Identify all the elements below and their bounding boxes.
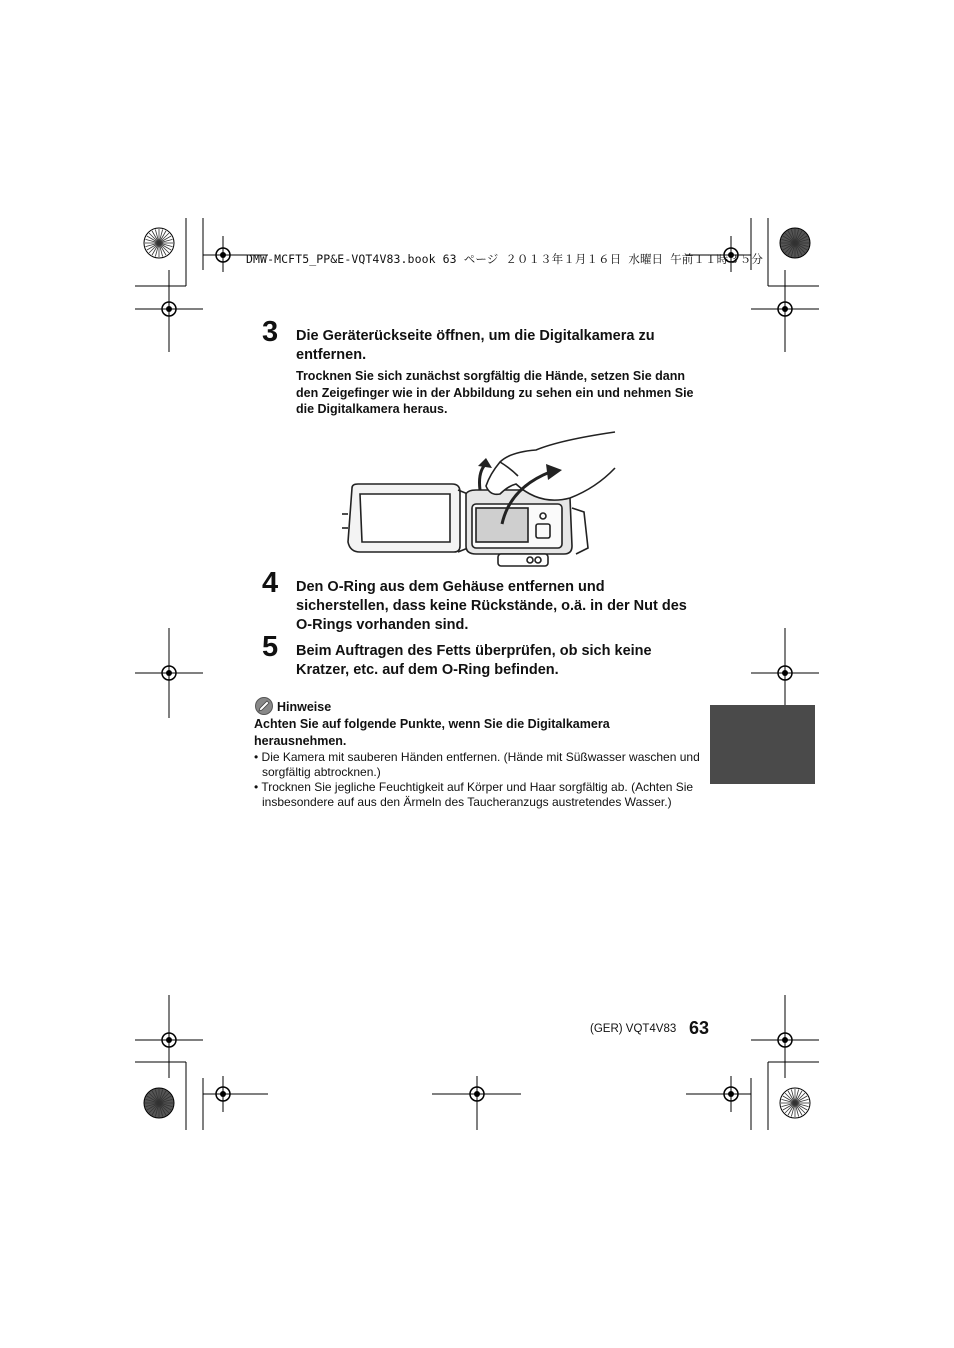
notes-lead: Achten Sie auf folgende Punkte, wenn Sie die Digitalkamera herausnehmen.	[254, 717, 610, 748]
page-number: 63	[689, 1018, 710, 1038]
step-3-number: 3	[262, 316, 279, 348]
notes-bullet-list	[254, 750, 704, 810]
footer-code: (GER) VQT4V83	[590, 1023, 677, 1035]
notes-bullet: • Trocknen Sie jegliche Feuchtigkeit auf Körper und Haar sorgfältig ab. (Achten Sie insbesondere auf aus den Ärmeln des Taucheranzugs austretendes Wasser.)	[254, 780, 694, 809]
step-3-title: Die Geräterückseite öffnen, um die Digitalkamera zu entfernen.	[296, 328, 655, 363]
camera-removal-illustration	[340, 428, 620, 578]
chapter-side-tab	[710, 705, 815, 784]
step-4-number: 4	[262, 567, 279, 599]
print-header-line: DMW-MCFT5_PP&E-VQT4V83.book 63 ページ ２０１３年１月１６日 水曜日 午前１１時３５分	[246, 252, 763, 266]
notes-label: Hinweise	[277, 700, 332, 714]
step-3-body: Trocknen Sie sich zunächst sorgfältig die Hände, setzen Sie dann den Zeigefinger wie in der Abbildung zu sehen ein und nehmen Sie die Digitalkamera heraus.	[296, 369, 694, 416]
step-5-title: Beim Auftragen des Fetts überprüfen, ob sich keine Kratzer, etc. auf dem O-Ring befinden.	[296, 643, 652, 678]
step-4-title: Den O-Ring aus dem Gehäuse entfernen und sicherstellen, dass keine Rückstände, o.ä. in der Nut des O-Rings vorhanden sind.	[296, 579, 687, 633]
notes-pencil-icon	[254, 697, 274, 715]
notes-bullet: • Die Kamera mit sauberen Händen entfernen. (Hände mit Süßwasser waschen und sorgfältig abtrocknen.)	[254, 750, 700, 779]
step-5-number: 5	[262, 631, 279, 663]
